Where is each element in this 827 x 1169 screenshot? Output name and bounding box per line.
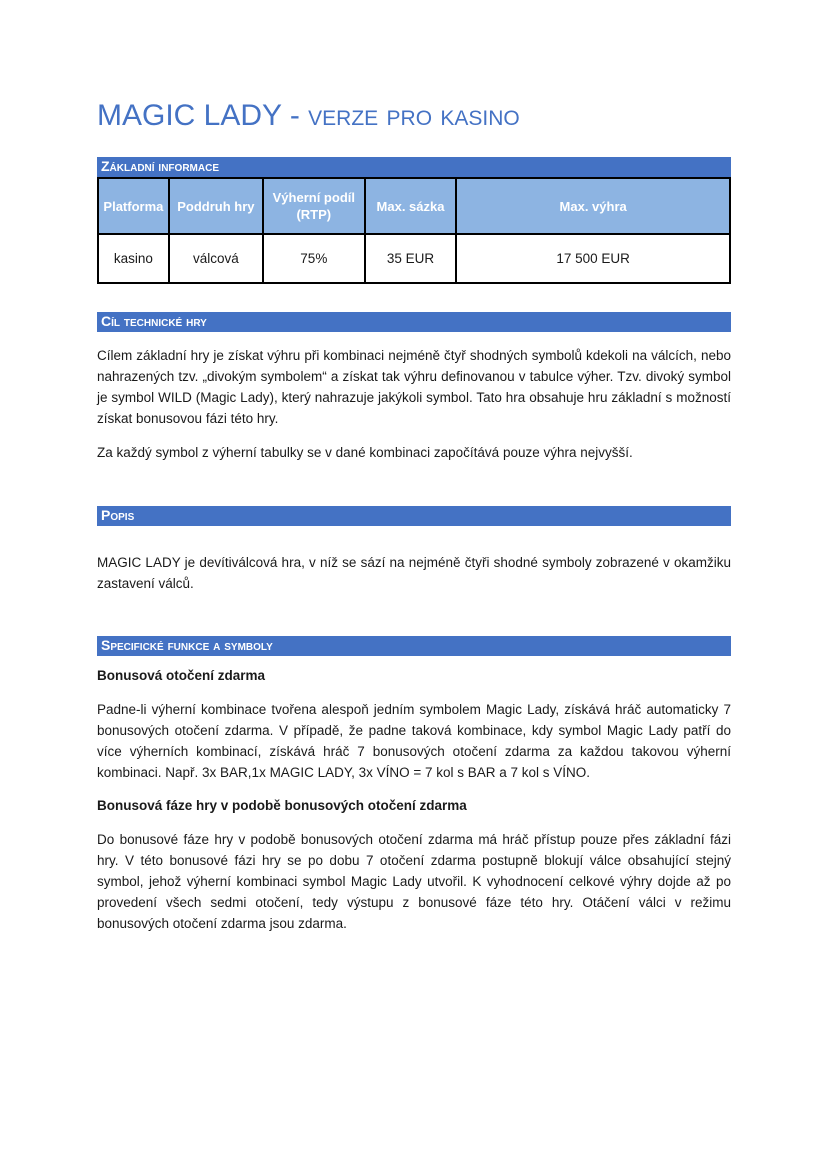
column-header-poddruh-hry: Poddruh hry [169,178,263,234]
cell-poddruh-hry: válcová [169,234,263,283]
bonus-phase-paragraph: Do bonusové fáze hry v podobě bonusových otočení zdarma má hráč přístup pouze přes základní fázi hry. V této bonusové fázi hry se po dobu 7 otočení zdarma postupně blokují válce obsahující stejný symbol, jehož výherní kombinaci symbol Magic Lady utvořil. K vyhodnocení celkové výhry dojde až po provedení všech sedmi otočení, tedy výstupu z bonusové fáze této hry. Otáčení válci v režimu bonusových otočení zdarma jsou zdarma. [97,832,731,931]
section-heading-goal: Cíl technické hry [97,312,731,332]
document-title-subtitle: verze pro kasino [308,99,520,132]
document-title-main: MAGIC LADY - [97,99,309,132]
document-title [97,97,731,135]
section-heading-description: Popis [97,506,731,526]
section-heading-specific-functions: Specifické funkce a symboly [97,636,731,656]
subheading-bonus-spins: Bonusová otočení zdarma [97,668,266,683]
cell-max-sazka: 35 EUR [365,234,457,283]
goal-paragraph-2: Za každý symbol z výherní tabulky se v dané kombinaci započítává pouze výhra nejvyšší. [97,445,633,460]
column-header-max-vyhra: Max. výhra [456,178,730,234]
cell-platforma: kasino [98,234,169,283]
description-paragraph: MAGIC LADY je devítiválcová hra, v níž se sází na nejméně čtyři shodné symboly zobrazené v okamžiku zastavení válců. [97,555,731,591]
section-heading-basic-info: Základní informace [97,157,731,177]
cell-max-vyhra: 17 500 EUR [456,234,730,283]
column-header-vyherni-podil-rtp: Výherní podíl (RTP) [263,178,365,234]
table-header-row [98,178,730,234]
column-header-max-sazka: Max. sázka [365,178,457,234]
bonus-spins-paragraph: Padne-li výherní kombinace tvořena alespoň jedním symbolem Magic Lady, získává hráč automaticky 7 bonusových otočení zdarma. V případě, že padne taková kombinace, kdy symbol Magic Lady patří do více výherních kombinací, získává hráč 7 bonusových otočení zdarma za každou takovou výherní kombinaci. Např. 3x BAR,1x MAGIC LADY, 3x VÍNO = 7 kol s BAR a 7 kol s VÍNO. [97,702,731,780]
cell-vyherni-podil-rtp: 75% [263,234,365,283]
subheading-bonus-phase: Bonusová fáze hry v podobě bonusových otočení zdarma [97,798,467,813]
table-data-row [98,234,730,283]
column-header-platforma: Platforma [98,178,169,234]
basic-info-table [97,177,731,284]
goal-paragraph-1: Cílem základní hry je získat výhru při kombinaci nejméně čtyř shodných symbolů kdekoli na válcích, nebo nahrazených tzv. „divokým symbolem“ a získat tak výhru definovanou v tabulce výher. Tzv. divoký symbol je symbol WILD (Magic Lady), který nahrazuje jakýkoli symbol. Tato hra obsahuje hru základní s možností získat bonusovou fázi této hry. [97,348,731,426]
